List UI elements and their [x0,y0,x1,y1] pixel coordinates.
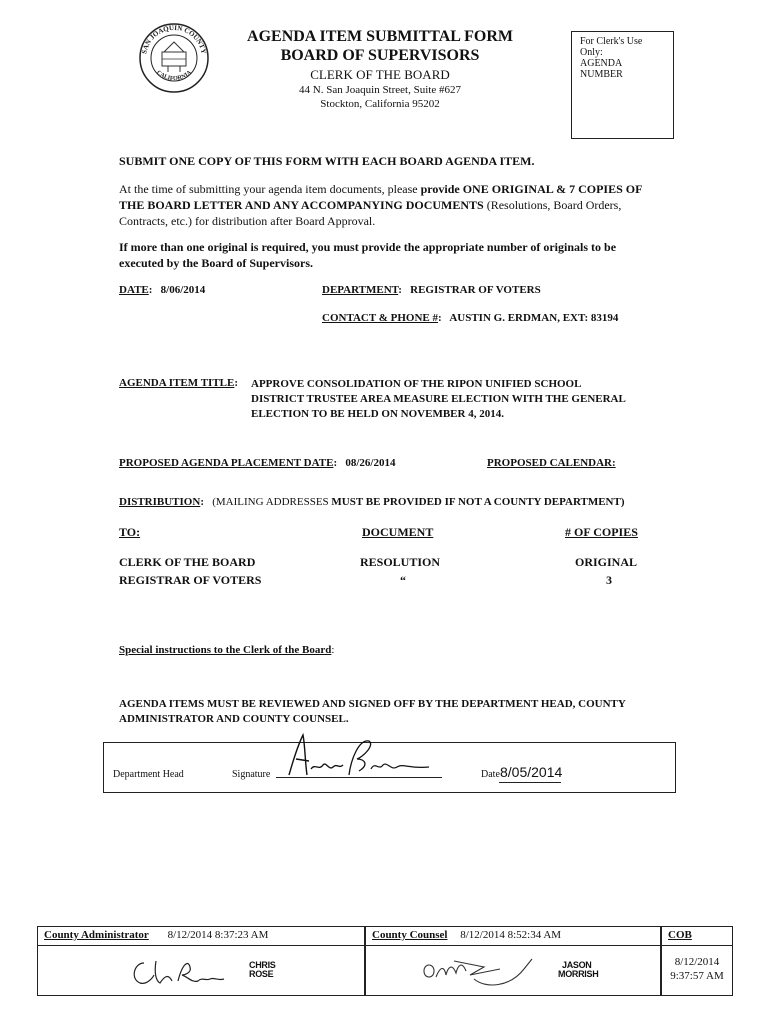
clerk-use-label: For Clerk's Use Only: [580,36,643,58]
county-admin-last-name: ROSE [249,969,274,979]
review-notice: AGENDA ITEMS MUST BE REVIEWED AND SIGNED OFF BY THE DEPARTMENT HEAD, COUNTY ADMINISTRATOR AND COUNTY COUNSEL. [119,698,626,725]
county-counsel-cell [365,926,661,996]
department-head-signature [279,731,439,783]
agenda-title-label-wrap: AGENDA ITEM TITLE: [119,377,238,389]
county-counsel-timestamp: 8/12/2014 8:52:34 AM [460,929,562,941]
department-field: DEPARTMENT: REGISTRAR OF VOTERS [322,284,541,296]
contact-field: CONTACT & PHONE #: AUSTIN G. ERDMAN, EXT: 83194 [322,312,619,324]
county-counsel-stamp [558,961,598,979]
contact-label: CONTACT & PHONE # [322,312,439,324]
table-cell-copies: ORIGINAL [575,555,638,569]
agenda-title-line: ELECTION TO BE HELD ON NOVEMBER 4, 2014. [251,408,504,420]
cob-timestamp [662,955,732,983]
table-cell-copies: 3 [606,573,612,587]
county-admin-cell [37,926,365,996]
distribution-note-a: (MAILING ADDRESSES [212,496,332,508]
table-cell-to: REGISTRAR OF VOTERS [119,573,262,587]
date-field: DATE: 8/06/2014 [119,284,206,296]
table-header-copies: # OF COPIES [565,525,638,539]
cob-time: 9:37:57 AM [670,970,724,982]
table-cell-document: “ [400,573,406,587]
distribution-label: DISTRIBUTION [119,496,201,508]
svg-text:SAN JOAQUIN COUNTY: SAN JOAQUIN COUNTY [140,23,208,55]
placement-date-label: PROPOSED AGENDA PLACEMENT DATE [119,457,334,469]
address-line-2: Stockton, California 95202 [320,98,440,110]
county-admin-timestamp: 8/12/2014 8:37:23 AM [167,929,269,941]
placement-date-value: 08/26/2014 [345,457,396,469]
table-cell-document: RESOLUTION [360,555,441,569]
department-value: REGISTRAR OF VOTERS [410,284,541,296]
county-admin-stamp [249,961,276,979]
originals-instruction: If more than one original is required, you must provide the appropriate number of originals to be executed by the Board of Supervisors. [119,240,617,270]
cob-cell [661,926,733,996]
distribution-field: DISTRIBUTION: (MAILING ADDRESSES MUST BE PROVIDED IF NOT A COUNTY DEPARTMENT) [119,496,625,508]
county-admin-signature [126,951,246,991]
copies-instruction-c: (Resolutions, Board Orders, Contracts, etc.) for distribution after Board Approval. [119,198,622,228]
proposed-calendar-label: PROPOSED CALENDAR: [487,457,616,469]
table-cell-to: CLERK OF THE BOARD [119,555,256,569]
clerk-use-box [571,31,674,139]
signature-date-value: 8/05/2014 [500,764,563,780]
county-counsel-signature [414,949,554,993]
agenda-title-line: DISTRICT TRUSTEE AREA MEASURE ELECTION WITH THE GENERAL [251,393,626,405]
submit-instruction: SUBMIT ONE COPY OF THIS FORM WITH EACH BOARD AGENDA ITEM. [119,154,535,168]
department-head-label: Department Head [113,769,184,780]
approval-footer [37,926,733,996]
department-signature-box [103,742,676,793]
cob-header [662,927,732,946]
agenda-title-label: AGENDA ITEM TITLE [119,377,235,389]
signature-label: Signature [232,769,271,780]
form-subtitle: BOARD OF SUPERVISORS [280,47,480,64]
cob-date: 8/12/2014 [674,956,720,968]
copies-instruction-a: At the time of submitting your agenda item documents, please [119,182,421,196]
agenda-title-value [251,377,626,422]
county-counsel-header [366,927,660,946]
agenda-title-line: APPROVE CONSOLIDATION OF THE RIPON UNIFIED SCHOOL [251,378,582,390]
department-label: DEPARTMENT [322,284,399,296]
county-admin-label: County Administrator [44,929,149,941]
placement-date-field: PROPOSED AGENDA PLACEMENT DATE: 08/26/2014 [119,457,396,469]
county-admin-header [38,927,364,946]
date-line [499,782,561,783]
contact-value: AUSTIN G. ERDMAN, EXT: 83194 [449,312,619,324]
special-instructions-label: Special instructions to the Clerk of the Board [119,644,332,656]
special-colon: : [331,644,335,656]
svg-text:CALIFORNIA: CALIFORNIA [155,69,193,83]
form-title: AGENDA ITEM SUBMITTAL FORM [247,28,513,45]
special-instructions [119,644,334,656]
county-counsel-last-name: MORRISH [558,969,599,979]
county-counsel-label: County Counsel [372,929,448,941]
date-value: 8/06/2014 [160,284,206,296]
date-label: DATE [119,284,149,296]
table-header-document: DOCUMENT [362,525,434,539]
office-name: CLERK OF THE BOARD [310,67,450,82]
address-line-1: 44 N. San Joaquin Street, Suite #627 [299,84,461,96]
distribution-note-b: MUST BE PROVIDED IF NOT A COUNTY DEPARTMENT) [331,496,625,508]
cob-label: COB [668,929,692,941]
copies-instruction [119,181,654,229]
table-header-to: TO: [119,525,141,539]
county-admin-first-name: CHRIS [249,960,276,970]
signature-date-label: Date [481,769,500,780]
county-counsel-first-name: JASON [562,960,592,970]
copies-instruction-b: provide ONE ORIGINAL & 7 COPIES OF THE BOARD LETTER AND ANY ACCOMPANYING DOCUMENTS [119,182,642,212]
agenda-number-label: AGENDA NUMBER [580,58,623,80]
